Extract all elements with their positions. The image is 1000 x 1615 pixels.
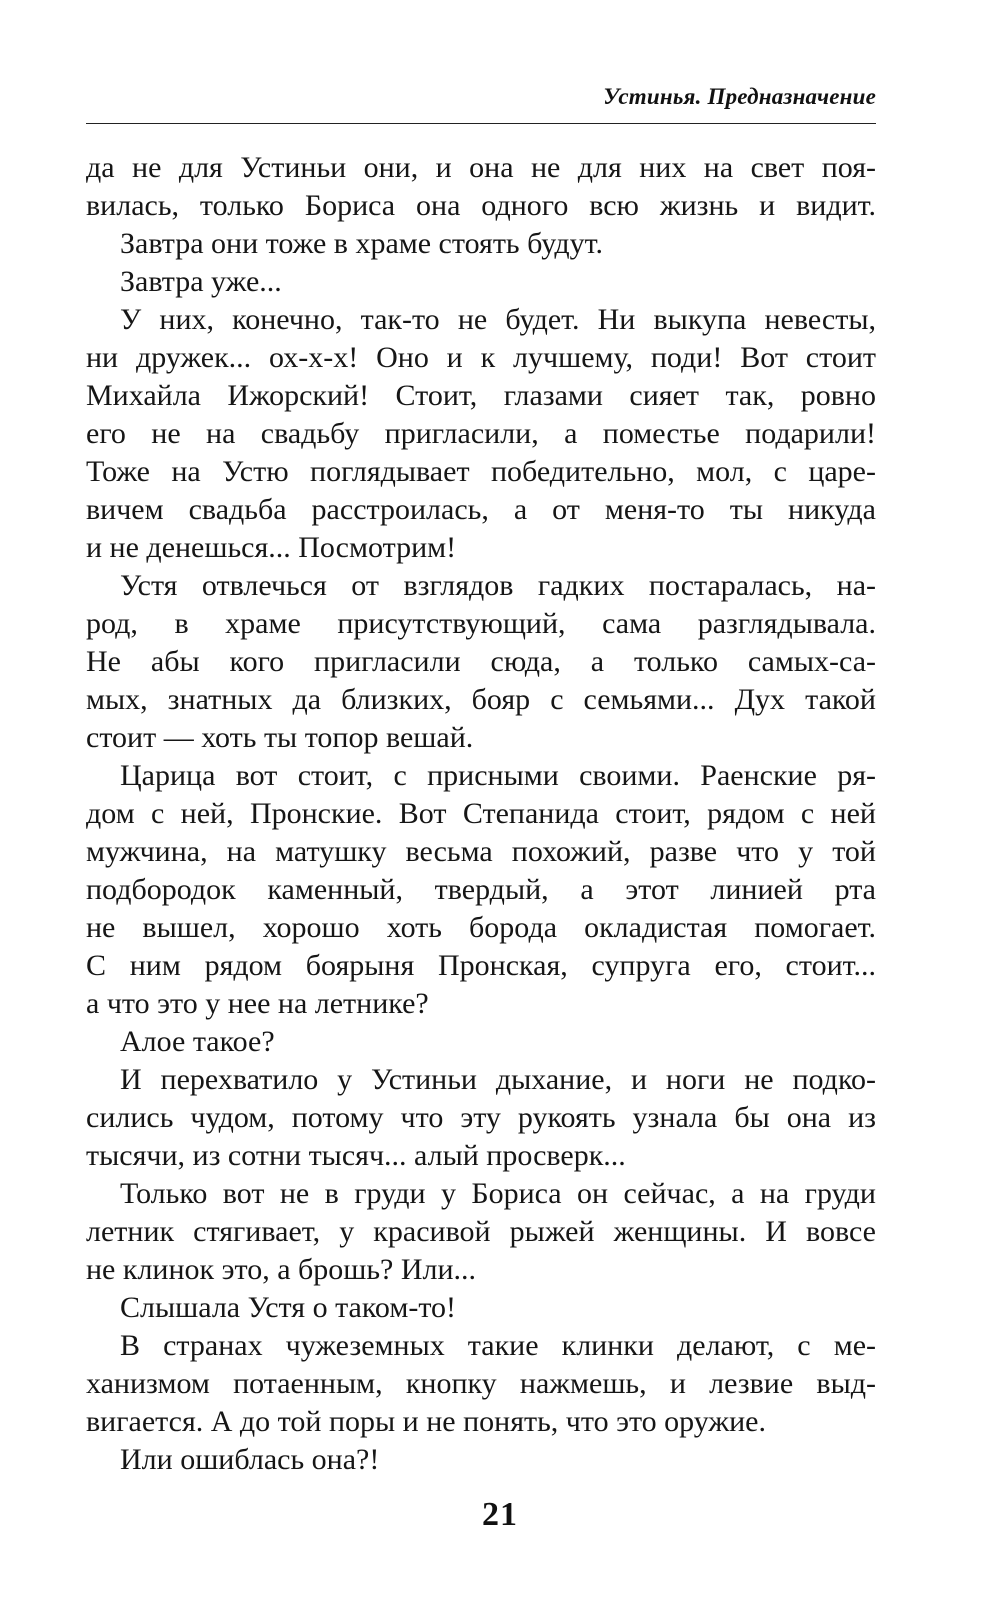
text-line: Завтра уже... [120, 265, 282, 298]
text-line: род, в храме присутствующий, сама разглядывала. [86, 607, 876, 640]
text-line: стоит — хоть ты топор вешай. [86, 721, 474, 754]
text-line: С ним рядом боярыня Пронская, супруга его, стоит... [86, 949, 876, 982]
text-line: Или ошиблась она?! [120, 1443, 380, 1476]
text-line: не вышел, хорошо хоть борода окладистая помогает. [86, 911, 876, 944]
page-number: 21 [482, 1496, 518, 1533]
text-line: У них, конечно, так-то не будет. Ни выкупа невесты, [120, 303, 876, 336]
text-line: Завтра они тоже в храме стоять будут. [120, 227, 603, 260]
text-line: Тоже на Устю поглядывает победительно, мол, с царе- [86, 455, 876, 488]
text-line: да не для Устиньи они, и она не для них на свет поя- [86, 151, 876, 184]
text-line: тысячи, из сотни тысяч... алый просверк... [86, 1139, 626, 1172]
text-line: Царица вот стоит, с присными своими. Раенские ря- [120, 759, 876, 792]
text-line: Алое такое? [120, 1025, 275, 1058]
text-line: Не абы кого пригласили сюда, а только самых-са- [86, 645, 876, 678]
text-line: Только вот не в груди у Бориса он сейчас, а на груди [120, 1177, 876, 1210]
text-line: летник стягивает, у красивой рыжей женщины. И вовсе [86, 1215, 876, 1248]
text-line: Слышала Устя о таком-то! [120, 1291, 457, 1324]
text-line: не клинок это, а брошь? Или... [86, 1253, 477, 1286]
text-line: его не на свадьбу пригласили, а поместье подарили! [86, 417, 876, 450]
text-line: В странах чужеземных такие клинки делают, с ме- [120, 1329, 876, 1362]
text-line: вилась, только Бориса она одного всю жизнь и видит. [86, 189, 876, 222]
text-line: Устя отвлечься от взглядов гадких постаралась, на- [120, 569, 876, 602]
text-line: и не денешься... Посмотрим! [86, 531, 457, 564]
text-line: мых, знатных да близких, бояр с семьями... Дух такой [86, 683, 876, 716]
text-line: а что это у нее на летнике? [86, 987, 429, 1020]
text-line: вигается. А до той поры и не понять, что это оружие. [86, 1405, 766, 1438]
text-line: вичем свадьба расстроилась, а от меня-то ты никуда [86, 493, 876, 526]
text-line: Михайла Ижорский! Стоит, глазами сияет так, ровно [86, 379, 876, 412]
header-rule [86, 123, 876, 124]
text-line: И перехватило у Устиньи дыхание, и ноги не подко- [120, 1063, 876, 1096]
text-line: дом с ней, Пронские. Вот Степанида стоит, рядом с ней [86, 797, 876, 830]
text-line: ни дружек... ох-х-х! Оно и к лучшему, поди! Вот стоит [86, 341, 876, 374]
text-line: подбородок каменный, твердый, а этот линией рта [86, 873, 876, 906]
text-line: ханизмом потаенным, кнопку нажмешь, и лезвие выд- [86, 1367, 876, 1400]
running-header: Устинья. Предназначение [603, 84, 876, 109]
text-line: мужчина, на матушку весьма похожий, разве что у той [86, 835, 876, 868]
text-line: сились чудом, потому что эту рукоять узнала бы она из [86, 1101, 876, 1134]
